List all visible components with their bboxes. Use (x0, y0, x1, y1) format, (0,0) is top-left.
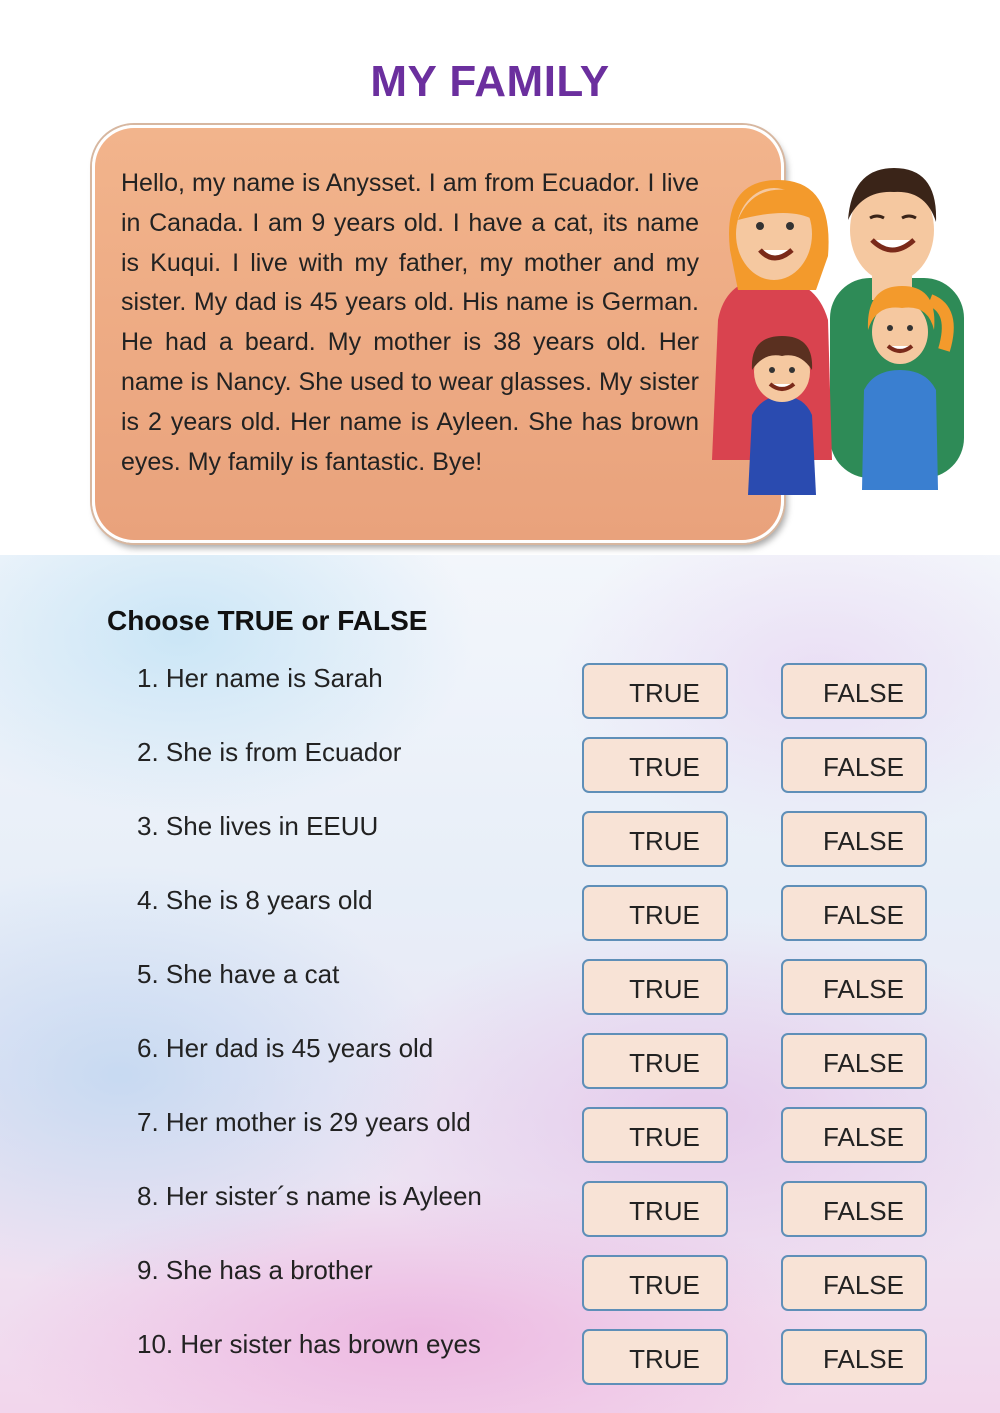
false-button[interactable]: FALSE (781, 737, 927, 793)
question-list (0, 555, 1000, 1413)
false-button[interactable]: FALSE (781, 959, 927, 1015)
question-row (0, 885, 1000, 945)
question-row (0, 959, 1000, 1019)
question-text: 2. She is from Ecuador (137, 737, 402, 767)
question-row (0, 1255, 1000, 1315)
reading-text: Hello, my name is Anysset. I am from Ecuador. I live in Canada. I am 9 years old. I have a cat, its name is Kuqui. I live with my father, my mother and my sister. My dad is 45 years old. His name is German. He had a beard. My mother is 38 years old. Her name is Nancy. She used to wear glasses. My sister is 2 years old. Her name is Ayleen. She has brown eyes. My family is fantastic. Bye! (121, 169, 699, 476)
family-portrait-illustration (712, 160, 974, 500)
true-button[interactable]: TRUE (582, 811, 728, 867)
girl-figure (748, 336, 816, 495)
question-text: 6. Her dad is 45 years old (137, 1033, 434, 1063)
question-row (0, 1329, 1000, 1389)
page-title: MY FAMILY (370, 57, 610, 107)
question-text: 10. Her sister has brown eyes (137, 1329, 481, 1359)
false-button[interactable]: FALSE (781, 663, 927, 719)
true-button[interactable]: TRUE (582, 1033, 728, 1089)
reading-card (92, 125, 784, 543)
question-row (0, 663, 1000, 723)
false-button[interactable]: FALSE (781, 1181, 927, 1237)
true-button[interactable]: TRUE (582, 663, 728, 719)
question-row (0, 737, 1000, 797)
question-row (0, 811, 1000, 871)
true-button[interactable]: TRUE (582, 737, 728, 793)
question-text: 7. Her mother is 29 years old (137, 1107, 471, 1137)
true-button[interactable]: TRUE (582, 1255, 728, 1311)
question-row (0, 1107, 1000, 1167)
question-text: 9. She has a brother (137, 1255, 373, 1285)
question-text: 5. She have a cat (137, 959, 340, 989)
false-button[interactable]: FALSE (781, 811, 927, 867)
true-false-worksheet (0, 555, 1000, 1413)
question-text: 8. Her sister´s name is Ayleen (137, 1181, 482, 1211)
true-button[interactable]: TRUE (582, 1329, 728, 1385)
false-button[interactable]: FALSE (781, 885, 927, 941)
question-text: 1. Her name is Sarah (137, 663, 383, 693)
question-row (0, 1181, 1000, 1241)
false-button[interactable]: FALSE (781, 1329, 927, 1385)
question-row (0, 1033, 1000, 1093)
false-button[interactable]: FALSE (781, 1255, 927, 1311)
true-button[interactable]: TRUE (582, 1181, 728, 1237)
true-button[interactable]: TRUE (582, 959, 728, 1015)
false-button[interactable]: FALSE (781, 1107, 927, 1163)
true-button[interactable]: TRUE (582, 885, 728, 941)
question-text: 3. She lives in EEUU (137, 811, 379, 841)
false-button[interactable]: FALSE (781, 1033, 927, 1089)
worksheet-heading: Choose TRUE or FALSE (107, 605, 428, 636)
question-text: 4. She is 8 years old (137, 885, 373, 915)
true-button[interactable]: TRUE (582, 1107, 728, 1163)
